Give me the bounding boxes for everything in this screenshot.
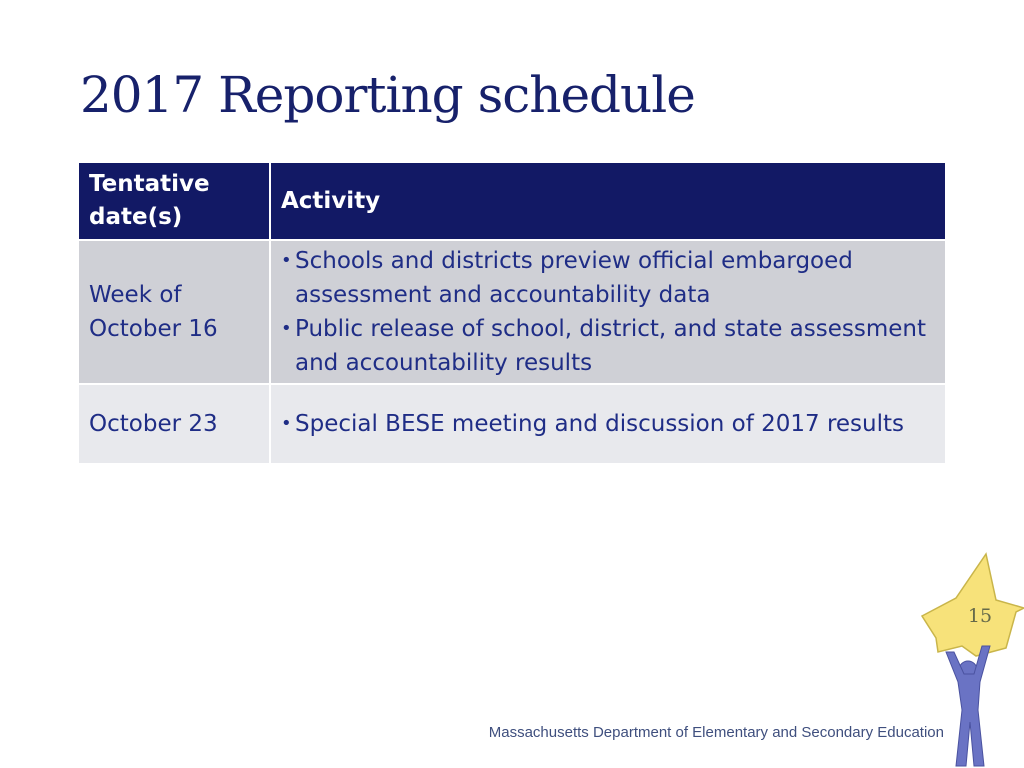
activity-cell [270,384,946,464]
table-row [78,384,946,464]
activity-item: • Schools and districts preview official embargoed assessment and accountability data [281,244,935,312]
person-figure [946,646,990,766]
header-date: Tentative date(s) [78,162,270,240]
activity-list [281,244,935,380]
header-activity: Activity [270,162,946,240]
activity-item: • Special BESE meeting and discussion of 2017 results [281,407,935,441]
table-row [78,240,946,384]
footer-text: Massachusetts Department of Elementary and Secondary Education [488,724,944,741]
table-header-row [78,162,946,240]
activity-cell [270,240,946,384]
schedule-table [77,161,947,465]
star-logo-icon [918,550,1024,768]
date-cell: Week of October 16 [78,240,270,384]
activity-list [281,407,935,441]
page-number: 15 [967,605,993,627]
date-cell: October 23 [78,384,270,464]
slide-title: 2017 Reporting schedule [80,66,695,124]
activity-item: • Public release of school, district, and state assessment and accountability results [281,312,935,380]
